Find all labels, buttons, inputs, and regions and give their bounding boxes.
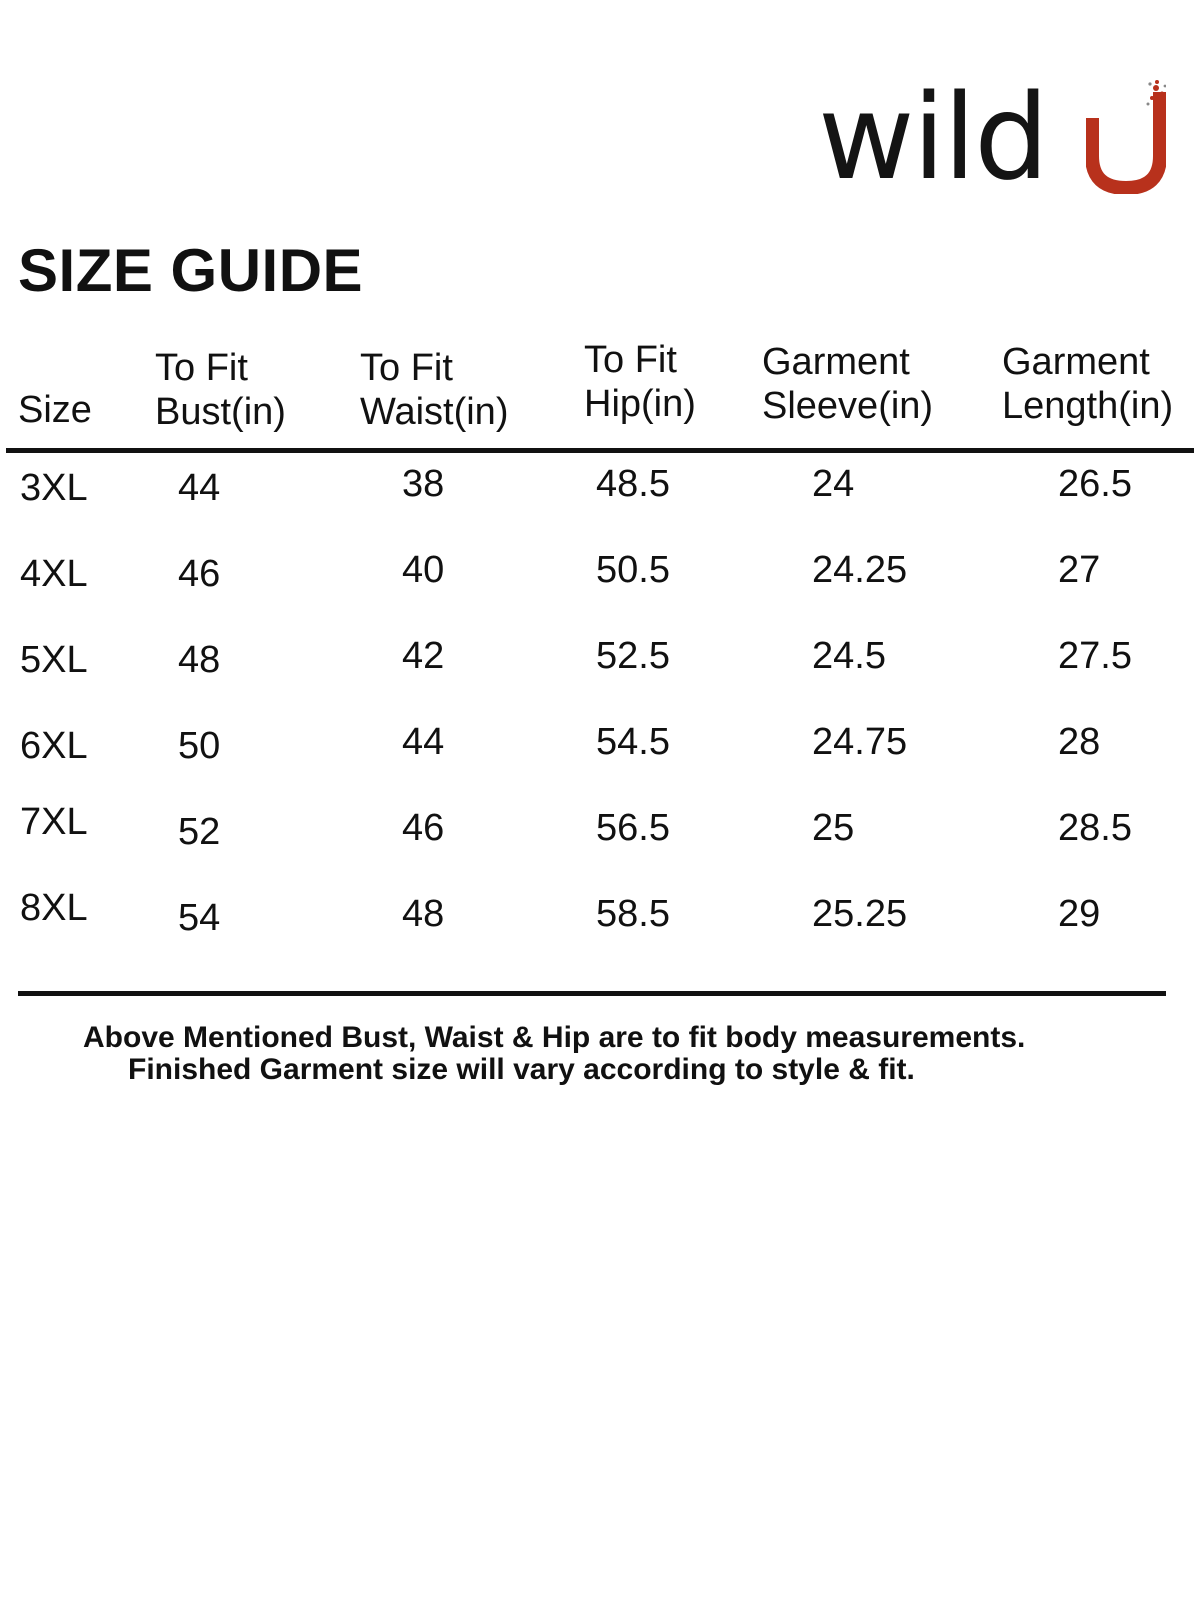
size-cell: 6XL (20, 725, 88, 767)
sleeve-cell: 24.75 (812, 721, 908, 763)
bust-cell: 46 (178, 553, 221, 595)
waist-cell: 48 (402, 893, 445, 935)
header-size-label: Size (18, 389, 92, 431)
length-cell: 26.5 (1058, 463, 1132, 505)
sleeve-cell: 25 (812, 807, 855, 849)
hip-cell: 50.5 (596, 549, 670, 591)
footnote-line-2: Finished Garment size will vary according to style & fit. (128, 1053, 915, 1086)
bust-cell: 52 (178, 811, 221, 853)
header-sleeve-line2: Sleeve(in) (762, 385, 934, 427)
length-cell: 29 (1058, 893, 1101, 935)
header-waist-line2: Waist(in) (360, 391, 509, 433)
logo-wordmark: wild (818, 68, 1047, 206)
page-title: SIZE GUIDE (18, 237, 364, 304)
header-length (1002, 340, 1173, 428)
header-divider (6, 448, 1194, 453)
waist-cell: 44 (402, 721, 445, 763)
sleeve-cell: 24 (812, 463, 855, 505)
size-cell: 3XL (20, 467, 88, 509)
sleeve-cell: 25.25 (812, 893, 908, 935)
length-cell: 27 (1058, 549, 1101, 591)
bust-cell: 50 (178, 725, 221, 767)
footnote-line-1: Above Mentioned Bust, Waist & Hip are to fit body measurements. (83, 1021, 1026, 1054)
size-cell: 4XL (20, 553, 88, 595)
header-hip (584, 338, 696, 426)
header-hip-line1: To Fit (584, 339, 677, 381)
size-cell: 7XL (20, 801, 88, 843)
table-bottom-divider (18, 991, 1166, 996)
header-hip-line2: Hip(in) (584, 383, 696, 425)
header-waist (360, 346, 508, 434)
hip-cell: 56.5 (596, 807, 670, 849)
sleeve-cell: 24.25 (812, 549, 908, 591)
sleeve-cell: 24.5 (812, 635, 886, 677)
header-bust (155, 346, 286, 434)
header-sleeve (762, 340, 933, 428)
header-size (18, 388, 92, 432)
bust-cell: 48 (178, 639, 221, 681)
hip-cell: 52.5 (596, 635, 670, 677)
size-cell: 8XL (20, 887, 88, 929)
brand-logo (818, 68, 1168, 206)
header-length-line1: Garment (1002, 341, 1150, 383)
waist-cell: 42 (402, 635, 445, 677)
bust-cell: 54 (178, 897, 221, 939)
header-waist-line1: To Fit (360, 347, 453, 389)
bust-cell: 44 (178, 467, 221, 509)
header-sleeve-line1: Garment (762, 341, 910, 383)
length-cell: 27.5 (1058, 635, 1132, 677)
length-cell: 28 (1058, 721, 1101, 763)
header-length-line2: Length(in) (1002, 385, 1174, 427)
hip-cell: 58.5 (596, 893, 670, 935)
waist-cell: 40 (402, 549, 445, 591)
length-cell: 28.5 (1058, 807, 1132, 849)
header-bust-line2: Bust(in) (155, 391, 286, 433)
waist-cell: 38 (402, 463, 445, 505)
hip-cell: 48.5 (596, 463, 670, 505)
waist-cell: 46 (402, 807, 445, 849)
header-bust-line1: To Fit (155, 347, 248, 389)
logo-u-mark (1086, 78, 1166, 194)
size-cell: 5XL (20, 639, 88, 681)
hip-cell: 54.5 (596, 721, 670, 763)
